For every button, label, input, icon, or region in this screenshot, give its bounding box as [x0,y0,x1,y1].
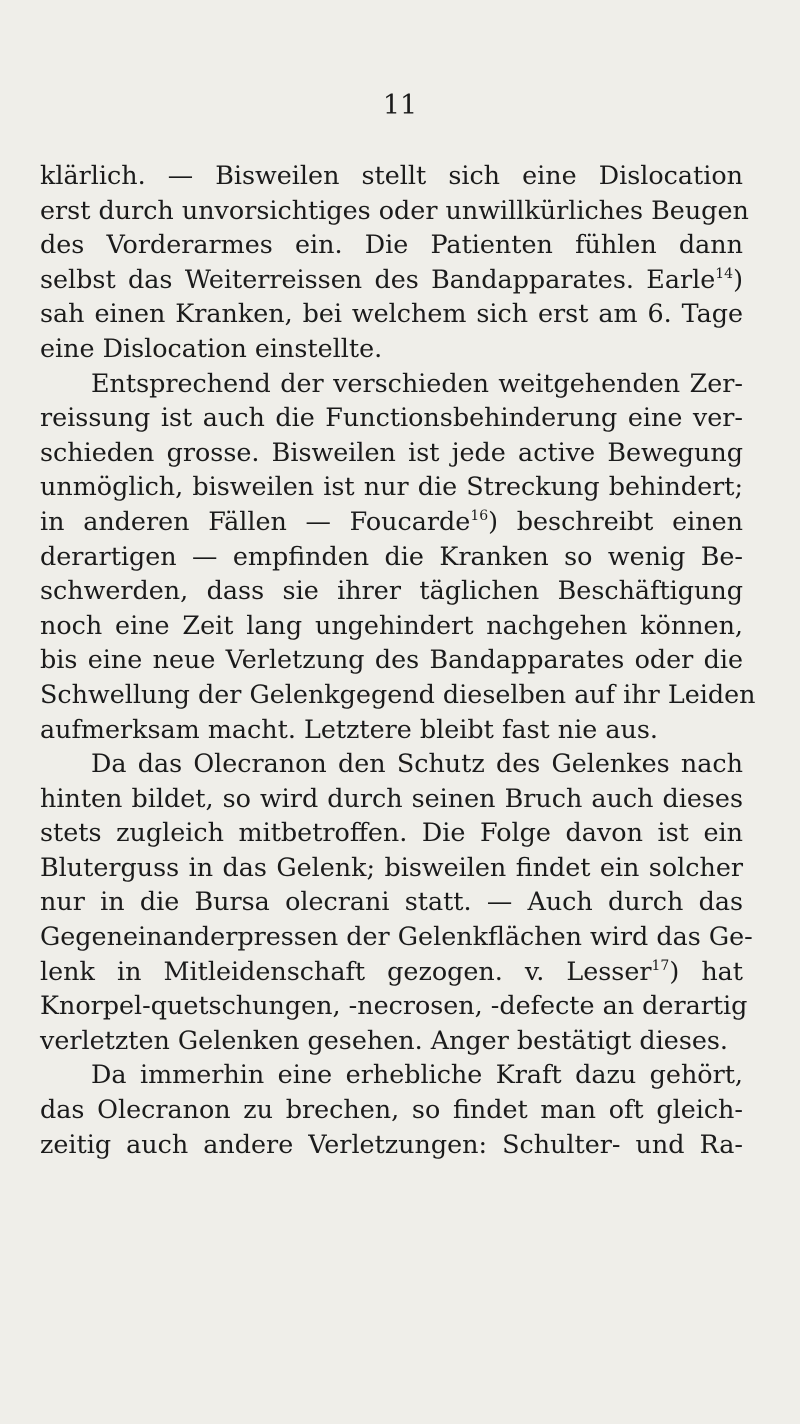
text-line: aufmerksam macht. Letztere bleibt fast nie aus. [40,713,658,744]
text-line: in anderen Fällen — Foucarde$^{16}$) beschreibt einen [40,505,743,536]
text-line: klärlich. — Bisweilen stellt sich eine Dislocation [40,160,743,190]
text-line: lenk in Mitleidenschaft gezogen. v. Lesser$^{17}$) hat [40,955,744,986]
text-line: des Vorderarmes ein. Die Patienten fühlen dann [40,229,743,260]
footnote-ref: 14 [715,265,734,282]
text-line: erst durch unvorsichtiges oder unwillkürliches Beugen [40,194,749,225]
body-text [40,158,756,1161]
text-line: Gegeneinanderpressen der Gelenkflächen wird das Ge- [40,921,753,952]
text-line: derartigen — empfinden die Kranken so wenig Be- [40,540,743,571]
text-line: stets zugleich mitbetroffen. Die Folge davon ist ein [40,817,743,848]
paragraph-first-line: Entsprechend der verschieden weitgehenden Zer- [91,367,743,398]
text-line: noch eine Zeit lang ungehindert nachgehen können, [40,609,743,640]
text-line: schieden grosse. Bisweilen ist jede active Bewegung [40,436,743,467]
footnote-ref: 16 [470,507,489,524]
text-line: unmöglich, bisweilen ist nur die Streckung behindert; [40,471,743,502]
text-line: Bluterguss in das Gelenk; bisweilen findet ein solcher [40,851,743,882]
paragraph-first-line: Da immerhin eine erhebliche Kraft dazu gehört, [91,1059,743,1090]
text-line: verletzten Gelenken gesehen. Anger bestätigt dieses. [40,1024,728,1055]
text-line: reissung ist auch die Functionsbehinderung eine ver- [40,402,743,433]
text-line: zeitig auch andere Verletzungen: Schulter- und Ra- [40,1128,743,1159]
text-line: eine Dislocation einstellte. [40,332,383,363]
text-line: schwerden, dass sie ihrer täglichen Beschäftigung [40,575,743,606]
text-line: Knorpel-quetschungen, -necrosen, -defecte an derartig [40,990,748,1021]
text-line: nur in die Bursa olecrani statt. — Auch durch das [40,886,743,917]
text-line: Schwellung der Gelenkgegend dieselben auf ihr Leiden [40,678,756,709]
text-line: bis eine neue Verletzung des Bandapparates oder die [40,644,743,675]
page-number: 11 [382,90,418,121]
text-line: selbst das Weiterreissen des Bandapparates. Earle$^{14}$) [40,263,743,294]
text-line: hinten bildet, so wird durch seinen Bruch auch dieses [40,782,743,813]
text-line: sah einen Kranken, bei welchem sich erst am 6. Tage [40,298,743,329]
paragraph-first-line: Da das Olecranon den Schutz des Gelenkes nach [91,748,743,779]
text-line: das Olecranon zu brechen, so findet man oft gleich- [40,1094,743,1125]
footnote-ref: 17 [651,957,670,974]
